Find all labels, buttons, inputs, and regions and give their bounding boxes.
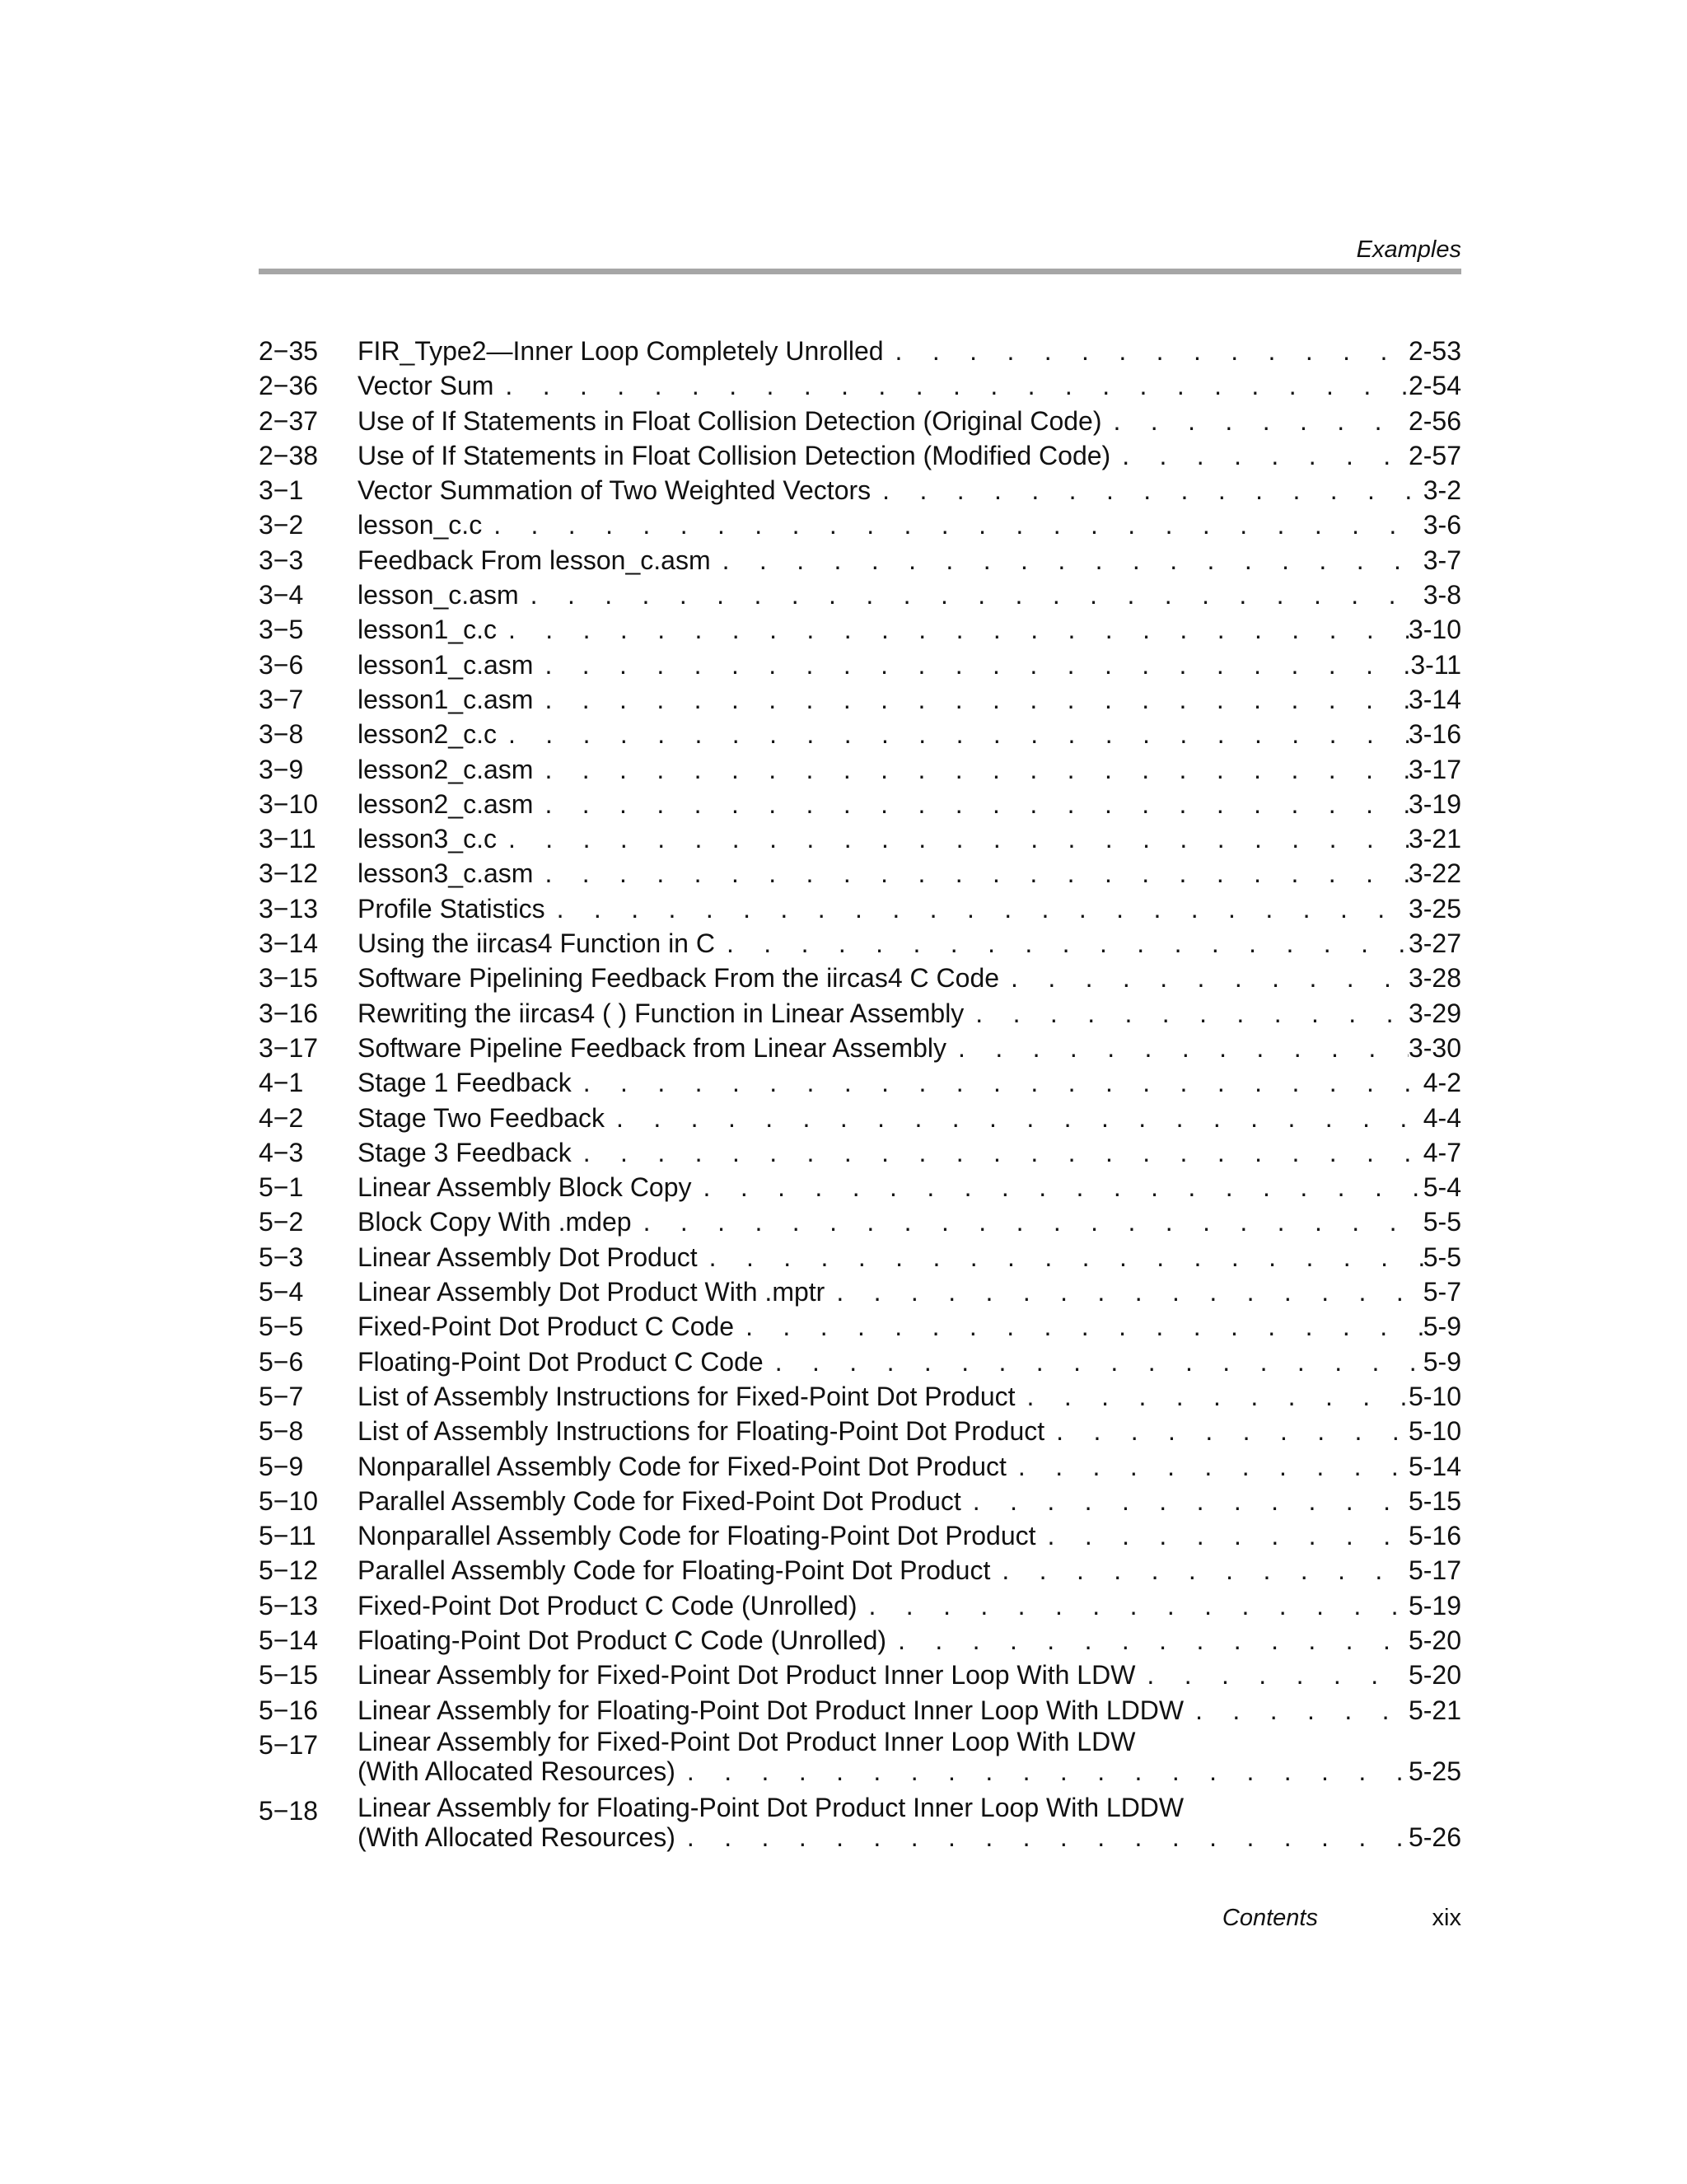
toc-entry[interactable] [259, 507, 1461, 542]
dot-leader [961, 1484, 1409, 1518]
toc-entry[interactable] [259, 856, 1461, 891]
entry-number: 4−1 [259, 1068, 304, 1098]
dot-leader [497, 612, 1409, 647]
entry-page[interactable]: 5-7 [1423, 1277, 1461, 1307]
entry-title[interactable]: lesson2_c.asm [357, 788, 534, 819]
entry-title[interactable]: Floating-Point Dot Product C Code [357, 1346, 764, 1377]
entry-title[interactable]: Linear Assembly Block Copy [357, 1172, 692, 1203]
entry-page[interactable]: 3-14 [1408, 684, 1461, 714]
entry-title[interactable]: Software Pipeline Feedback from Linear Assembly [357, 1032, 947, 1063]
dot-leader [999, 961, 1409, 995]
toc-entry[interactable] [259, 752, 1461, 787]
entry-title[interactable]: Fixed-Point Dot Product C Code [357, 1312, 735, 1342]
dot-leader [519, 578, 1423, 612]
entry-number: 5−18 [259, 1795, 319, 1826]
entry-page[interactable]: 3-10 [1408, 615, 1461, 645]
toc-entry[interactable] [259, 1309, 1461, 1344]
entry-title[interactable]: Vector Summation of Two Weighted Vectors [357, 475, 872, 506]
footer-section-label: Contents [1222, 1905, 1318, 1931]
entry-page[interactable]: 5-17 [1408, 1555, 1461, 1586]
dot-leader [946, 1031, 1409, 1065]
entry-number: 3−3 [259, 545, 304, 575]
dot-leader [632, 1204, 1423, 1239]
entry-number: 3−17 [259, 1032, 319, 1063]
entry-title-line2[interactable]: (With Allocated Resources) [357, 1756, 675, 1786]
dot-leader [1044, 1414, 1409, 1448]
dot-leader [497, 821, 1409, 856]
entry-page[interactable]: 5-9 [1423, 1346, 1461, 1377]
dot-leader [711, 543, 1423, 578]
entry-page[interactable]: 2-56 [1408, 405, 1461, 436]
entry-page[interactable]: 5-10 [1408, 1416, 1461, 1447]
dot-leader [675, 1756, 1409, 1787]
toc-entry[interactable] [259, 1693, 1461, 1728]
entry-title[interactable]: FIR_Type2—Inner Loop Completely Unrolled [357, 336, 884, 366]
entry-page[interactable]: 3-28 [1408, 963, 1461, 994]
toc-entry[interactable] [259, 473, 1461, 507]
entry-page[interactable]: 5-4 [1423, 1172, 1461, 1203]
entry-page[interactable]: 5-19 [1408, 1590, 1461, 1620]
entry-page[interactable]: 3-11 [1410, 649, 1461, 680]
dot-leader [605, 1101, 1423, 1135]
entry-number: 3−15 [259, 963, 319, 994]
dot-leader [1184, 1693, 1409, 1728]
toc-entry[interactable] [259, 996, 1461, 1031]
entry-title[interactable]: lesson1_c.asm [357, 684, 534, 714]
entry-title[interactable]: lesson3_c.c [357, 824, 497, 854]
entry-number: 3−11 [259, 824, 316, 854]
entry-number: 5−8 [259, 1416, 304, 1447]
entry-page[interactable]: 4-4 [1423, 1102, 1461, 1133]
entry-number: 5−16 [259, 1695, 319, 1725]
entry-title[interactable]: Stage 1 Feedback [357, 1068, 572, 1098]
dot-leader [1016, 1379, 1409, 1414]
toc-entry[interactable] [259, 926, 1461, 961]
entry-page[interactable]: 3-25 [1408, 893, 1461, 924]
entry-number: 3−13 [259, 893, 319, 924]
entry-page[interactable]: 5-5 [1423, 1242, 1461, 1272]
toc-entry[interactable] [259, 368, 1461, 403]
entry-page[interactable]: 5-9 [1423, 1312, 1461, 1342]
toc-entry[interactable] [259, 1170, 1461, 1204]
entry-title[interactable]: Linear Assembly Dot Product With .mptr [357, 1277, 825, 1307]
dot-leader [1110, 438, 1409, 473]
toc-entry[interactable] [259, 438, 1461, 473]
dot-leader [493, 368, 1409, 403]
toc-entry[interactable] [259, 1240, 1461, 1274]
toc-entry[interactable] [259, 1274, 1461, 1309]
entry-number: 5−12 [259, 1555, 319, 1586]
entry-page[interactable]: 3-6 [1423, 510, 1461, 540]
entry-title[interactable]: Linear Assembly for Floating-Point Dot Product Inner Loop With LDDW [357, 1695, 1185, 1725]
toc-entry[interactable] [259, 961, 1461, 995]
entry-title[interactable]: Using the iircas4 Function in C [357, 928, 715, 959]
entry-page[interactable]: 2-53 [1408, 336, 1461, 366]
entry-title[interactable]: Stage Two Feedback [357, 1102, 605, 1133]
toc-entry[interactable] [259, 1588, 1461, 1623]
entry-page[interactable]: 5-15 [1408, 1485, 1461, 1516]
dot-leader [692, 1170, 1423, 1204]
entry-page[interactable]: 3-7 [1423, 545, 1461, 575]
entry-number: 3−14 [259, 928, 319, 959]
entry-number: 2−38 [259, 440, 319, 470]
entry-page[interactable]: 3-22 [1408, 858, 1461, 889]
entry-title[interactable]: Floating-Point Dot Product C Code (Unrolled) [357, 1625, 887, 1655]
entry-title[interactable]: lesson2_c.c [357, 719, 497, 750]
entry-number: 3−16 [259, 998, 319, 1028]
entry-title[interactable]: lesson_c.asm [357, 580, 519, 610]
entry-number: 2−37 [259, 405, 319, 436]
entry-title[interactable]: Use of If Statements in Float Collision Detection (Modified Code) [357, 440, 1111, 470]
entry-page[interactable]: 3-16 [1408, 719, 1461, 750]
entry-page[interactable]: 3-17 [1408, 754, 1461, 784]
dot-leader [1036, 1518, 1409, 1553]
toc-entry[interactable] [259, 1135, 1461, 1170]
entry-page[interactable]: 5-5 [1423, 1207, 1461, 1237]
dot-leader [715, 926, 1409, 961]
toc-entry[interactable] [259, 821, 1461, 856]
toc-entry[interactable] [259, 1484, 1461, 1518]
entry-page[interactable]: 2-54 [1408, 371, 1461, 401]
toc-entry[interactable] [259, 1379, 1461, 1414]
dot-leader [533, 682, 1409, 717]
toc-entry[interactable] [259, 1345, 1461, 1379]
entry-number: 5−13 [259, 1590, 319, 1620]
entry-page[interactable]: 5-14 [1408, 1451, 1461, 1481]
dot-leader [698, 1240, 1423, 1274]
entry-page[interactable]: 5-25 [1408, 1756, 1461, 1786]
examples-list [259, 334, 1461, 1859]
entry-number: 3−12 [259, 858, 319, 889]
entry-title[interactable]: Stage 3 Feedback [357, 1137, 572, 1167]
entry-title-line1[interactable]: Linear Assembly for Fixed-Point Dot Product Inner Loop With LDW [357, 1726, 1136, 1756]
entry-page[interactable]: 2-57 [1408, 440, 1461, 470]
dot-leader [964, 996, 1409, 1031]
footer-page-number: xix [1432, 1905, 1461, 1931]
dot-leader [871, 473, 1423, 507]
entry-number: 3−5 [259, 615, 304, 645]
dot-leader [1102, 404, 1409, 438]
entry-page[interactable]: 4-2 [1423, 1068, 1461, 1098]
entry-number: 5−14 [259, 1625, 319, 1655]
entry-number: 5−15 [259, 1660, 319, 1691]
entry-title[interactable]: List of Assembly Instructions for Fixed-Point Dot Product [357, 1381, 1016, 1411]
dot-leader [1135, 1658, 1409, 1692]
dot-leader [857, 1588, 1408, 1623]
toc-entry[interactable] [259, 1101, 1461, 1135]
toc-entry[interactable] [259, 334, 1461, 368]
entry-page[interactable]: 3-21 [1408, 824, 1461, 854]
dot-leader [825, 1274, 1423, 1309]
entry-title[interactable]: Vector Sum [357, 371, 494, 401]
entry-title[interactable]: List of Assembly Instructions for Floating-Point Dot Product [357, 1416, 1045, 1447]
dot-leader [734, 1309, 1423, 1344]
entry-title[interactable]: lesson_c.c [357, 510, 483, 540]
entry-page[interactable]: 3-2 [1423, 475, 1461, 506]
entry-number: 3−1 [259, 475, 304, 506]
entry-page[interactable]: 5-21 [1408, 1695, 1461, 1725]
entry-number: 5−1 [259, 1172, 304, 1203]
dot-leader [533, 856, 1409, 891]
entry-title[interactable]: Profile Statistics [357, 893, 545, 924]
dot-leader [533, 648, 1410, 682]
entry-page[interactable]: 3-8 [1423, 580, 1461, 610]
dot-leader [1007, 1449, 1409, 1484]
dot-leader [990, 1553, 1409, 1588]
toc-entry[interactable] [259, 787, 1461, 821]
dot-leader [764, 1345, 1423, 1379]
toc-entry[interactable] [259, 1623, 1461, 1658]
dot-leader [886, 1623, 1409, 1658]
entry-page[interactable]: 5-16 [1408, 1521, 1461, 1551]
entry-number: 5−9 [259, 1451, 304, 1481]
toc-entry[interactable] [259, 1553, 1461, 1588]
entry-title[interactable]: Parallel Assembly Code for Floating-Point Dot Product [357, 1555, 991, 1586]
entry-number: 3−4 [259, 580, 304, 610]
toc-entry[interactable] [259, 648, 1461, 682]
entry-number: 3−8 [259, 719, 304, 750]
entry-title[interactable]: Nonparallel Assembly Code for Floating-Point Dot Product [357, 1521, 1036, 1551]
entry-number: 3−6 [259, 649, 304, 680]
toc-entry-long[interactable] [259, 1728, 1461, 1787]
entry-page[interactable]: 4-7 [1423, 1137, 1461, 1167]
entry-number: 5−2 [259, 1207, 304, 1237]
entry-number: 4−2 [259, 1102, 304, 1133]
entry-page[interactable]: 5-26 [1408, 1822, 1461, 1852]
dot-leader [482, 507, 1423, 542]
entry-number: 2−35 [259, 336, 319, 366]
entry-number: 4−3 [259, 1137, 304, 1167]
entry-page[interactable]: 5-10 [1408, 1381, 1461, 1411]
entry-title[interactable]: lesson1_c.c [357, 615, 497, 645]
toc-entry[interactable] [259, 891, 1461, 926]
dot-leader [497, 717, 1409, 751]
dot-leader [533, 752, 1409, 787]
entry-title[interactable]: lesson3_c.asm [357, 858, 534, 889]
header-rule [259, 269, 1461, 274]
entry-title[interactable]: Linear Assembly for Fixed-Point Dot Product Inner Loop With LDW [357, 1660, 1136, 1691]
entry-number: 3−2 [259, 510, 304, 540]
toc-entry[interactable] [259, 543, 1461, 578]
toc-entry[interactable] [259, 1031, 1461, 1065]
entry-title[interactable]: Use of If Statements in Float Collision Detection (Original Code) [357, 405, 1102, 436]
toc-entry[interactable] [259, 1414, 1461, 1448]
entry-number: 3−7 [259, 684, 304, 714]
dot-leader [675, 1822, 1409, 1853]
entry-page[interactable]: 5-20 [1408, 1660, 1461, 1691]
entry-number: 5−10 [259, 1485, 319, 1516]
dot-leader [545, 891, 1409, 926]
entry-number: 5−11 [259, 1521, 316, 1551]
entry-number: 5−5 [259, 1312, 304, 1342]
toc-entry[interactable] [259, 1204, 1461, 1239]
toc-entry[interactable] [259, 404, 1461, 438]
entry-title[interactable]: lesson2_c.asm [357, 754, 534, 784]
entry-title[interactable]: Software Pipelining Feedback From the iircas4 C Code [357, 963, 1000, 994]
toc-entry[interactable] [259, 682, 1461, 717]
entry-title-line2[interactable]: (With Allocated Resources) [357, 1822, 675, 1852]
entry-number: 5−17 [259, 1729, 319, 1760]
toc-entry-long[interactable] [259, 1793, 1461, 1853]
entry-number: 3−10 [259, 788, 319, 819]
entry-number: 2−36 [259, 371, 319, 401]
toc-entry[interactable] [259, 612, 1461, 647]
entry-title[interactable]: Feedback From lesson_c.asm [357, 545, 711, 575]
entry-title[interactable]: Parallel Assembly Code for Fixed-Point Dot Product [357, 1485, 961, 1516]
entry-title-line1[interactable]: Linear Assembly for Floating-Point Dot Product Inner Loop With LDDW [357, 1792, 1185, 1822]
dot-leader [572, 1065, 1423, 1100]
entry-page[interactable]: 5-20 [1408, 1625, 1461, 1655]
entry-number: 5−4 [259, 1277, 304, 1307]
entry-title[interactable]: lesson1_c.asm [357, 649, 534, 680]
entry-title[interactable]: Rewriting the iircas4 ( ) Function in Linear Assembly [357, 998, 965, 1028]
toc-entry[interactable] [259, 1449, 1461, 1484]
running-head-title: Examples [1356, 236, 1461, 263]
entry-page[interactable]: 3-29 [1408, 998, 1461, 1028]
entry-number: 3−9 [259, 754, 304, 784]
entry-title[interactable]: Block Copy With .mdep [357, 1207, 632, 1237]
entry-title[interactable]: Linear Assembly Dot Product [357, 1242, 698, 1272]
dot-leader [572, 1135, 1423, 1170]
entry-number: 5−6 [259, 1346, 304, 1377]
entry-number: 5−3 [259, 1242, 304, 1272]
dot-leader [533, 787, 1409, 821]
dot-leader [884, 334, 1409, 368]
toc-entry[interactable] [259, 1518, 1461, 1553]
entry-number: 5−7 [259, 1381, 304, 1411]
entry-page[interactable]: 3-27 [1408, 928, 1461, 959]
entry-title[interactable]: Fixed-Point Dot Product C Code (Unrolled) [357, 1590, 858, 1620]
entry-page[interactable]: 3-30 [1408, 1032, 1461, 1063]
toc-entry[interactable] [259, 578, 1461, 612]
toc-entry[interactable] [259, 717, 1461, 751]
entry-page[interactable]: 3-19 [1408, 788, 1461, 819]
toc-entry[interactable] [259, 1065, 1461, 1100]
entry-title[interactable]: Nonparallel Assembly Code for Fixed-Point Dot Product [357, 1451, 1007, 1481]
toc-entry[interactable] [259, 1658, 1461, 1692]
